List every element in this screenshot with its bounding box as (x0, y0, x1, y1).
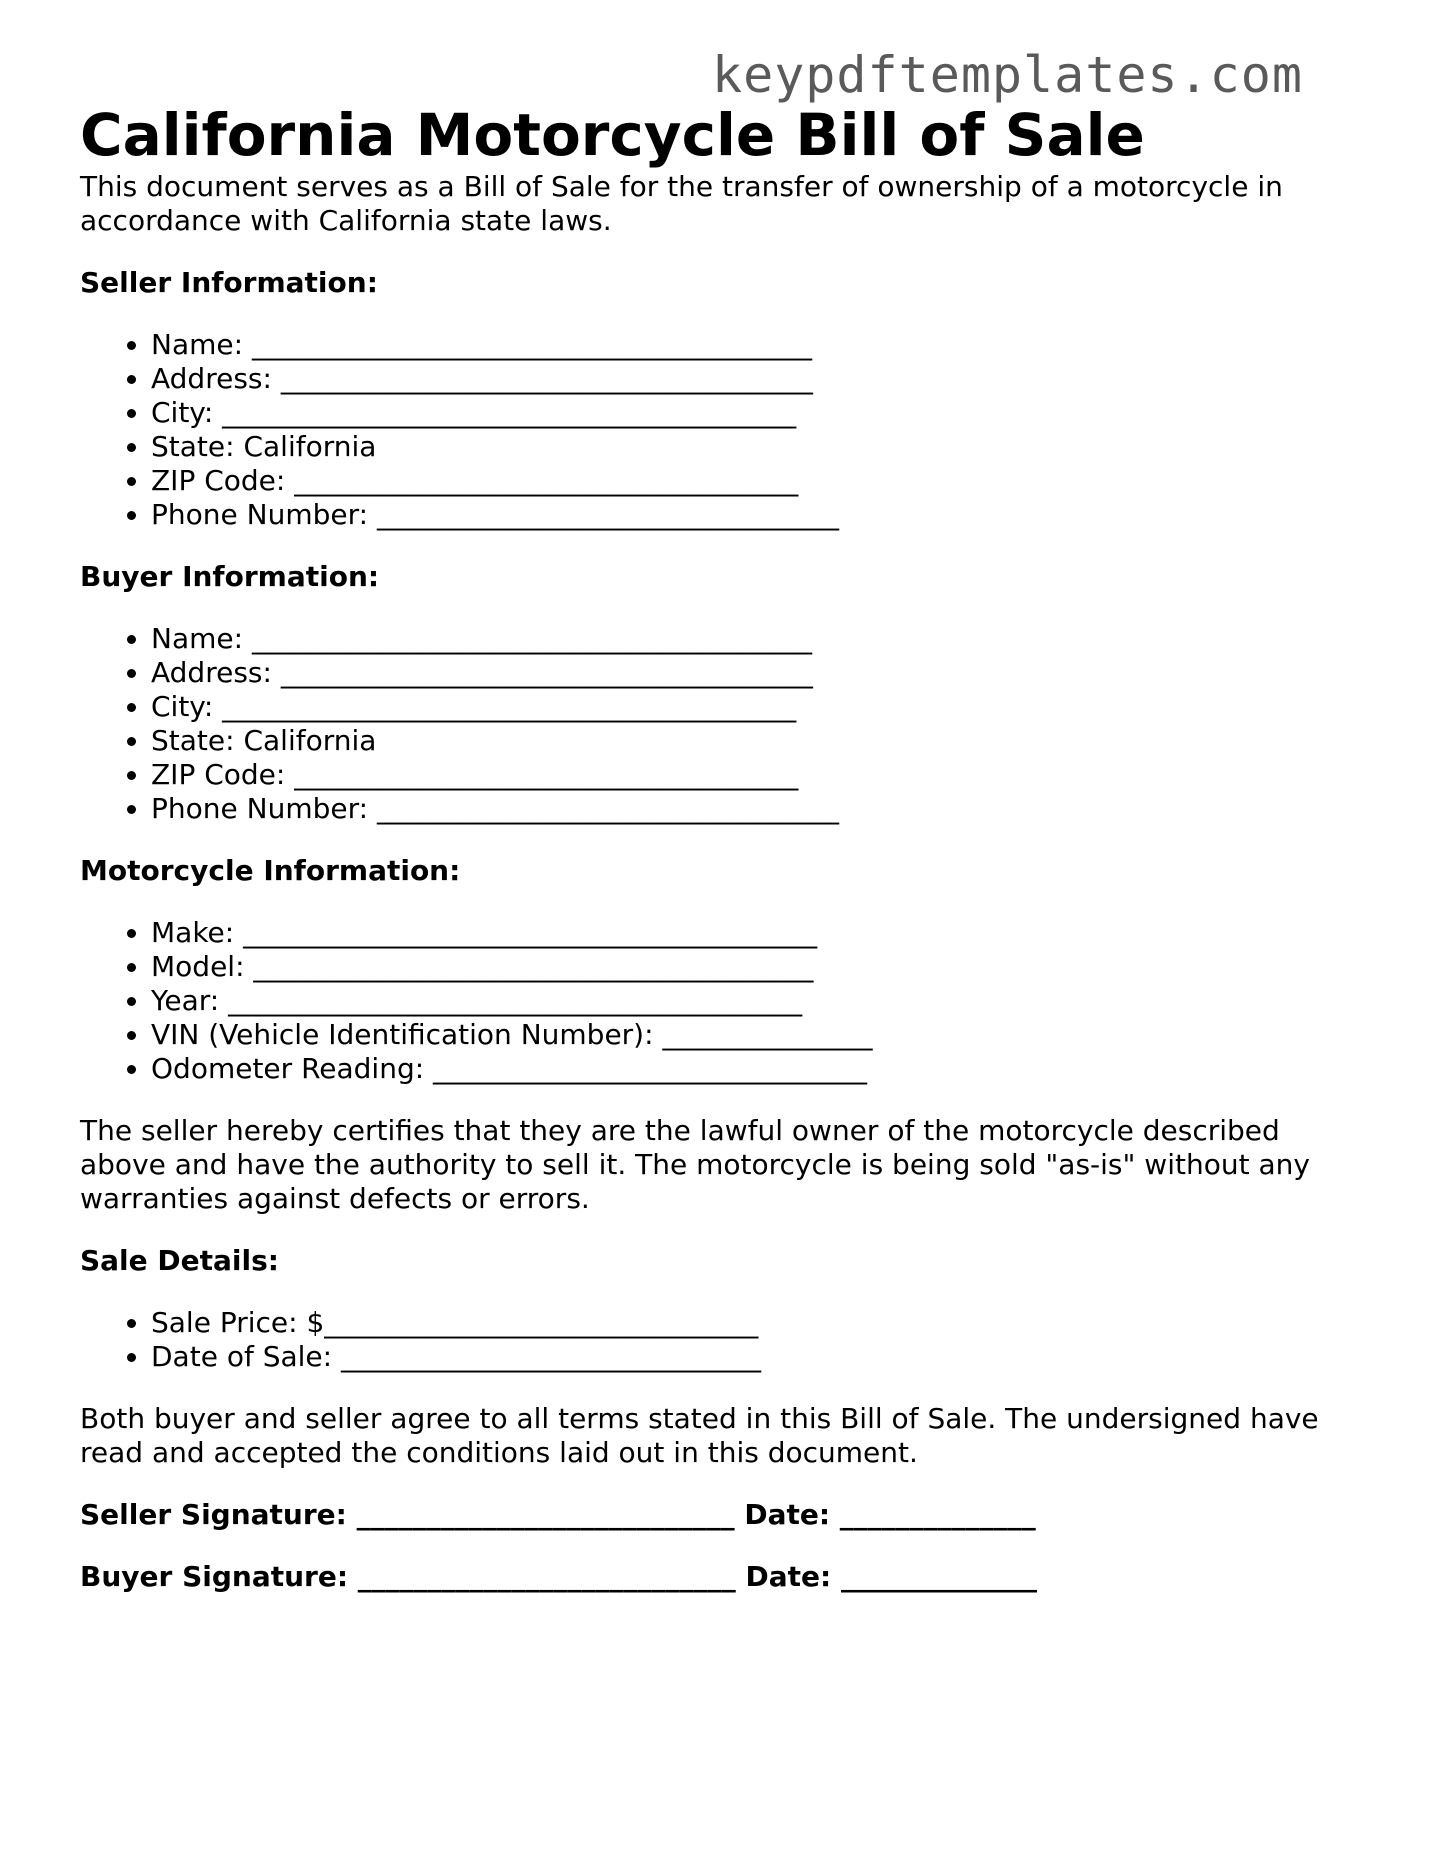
buyer-name-field: • Name: ________________________________________ (151, 622, 1370, 656)
watermark: keypdftemplates.com (712, 46, 1303, 104)
buyer-fields-list (80, 622, 1370, 826)
document-page (80, 100, 1370, 1594)
buyer-address-field: • Address: ______________________________________ (151, 656, 1370, 690)
seller-zip-field: • ZIP Code: ____________________________________ (151, 464, 1370, 498)
motorcycle-year-field: • Year: _________________________________________ (151, 984, 1370, 1018)
motorcycle-vin-field: • VIN (Vehicle Identification Number): _______________ (151, 1018, 1370, 1052)
sale-fields-list (80, 1306, 1370, 1374)
sale-section-heading: Sale Details: (80, 1244, 279, 1277)
motorcycle-fields-list (80, 916, 1370, 1086)
agreement-paragraph: Both buyer and seller agree to all terms stated in this Bill of Sale. The undersigned have read and accepted the conditions laid out in this document. (80, 1402, 1319, 1469)
seller-phone-field: • Phone Number: _________________________________ (151, 498, 1370, 532)
seller-city-field: • City: _________________________________________ (151, 396, 1370, 430)
sale-date-field: • Date of Sale: ______________________________ (151, 1340, 1370, 1374)
buyer-city-field: • City: _________________________________________ (151, 690, 1370, 724)
seller-state-field: • State: California (151, 430, 1370, 464)
motorcycle-section-heading: Motorcycle Information: (80, 854, 461, 887)
motorcycle-model-field: • Model: ________________________________________ (151, 950, 1370, 984)
sale-price-field: • Sale Price: $_______________________________ (151, 1306, 1370, 1340)
motorcycle-make-field: • Make: _________________________________________ (151, 916, 1370, 950)
buyer-signature-line: Buyer Signature: ___________________________ Date: ______________ (80, 1560, 1037, 1593)
buyer-section-heading: Buyer Information: (80, 560, 380, 593)
seller-signature-line: Seller Signature: ___________________________ Date: ______________ (80, 1498, 1036, 1531)
motorcycle-odometer-field: • Odometer Reading: _______________________________ (151, 1052, 1370, 1086)
buyer-zip-field: • ZIP Code: ____________________________________ (151, 758, 1370, 792)
intro-paragraph: This document serves as a Bill of Sale for the transfer of ownership of a motorcycle in accordance with California state laws. (80, 170, 1283, 237)
seller-name-field: • Name: ________________________________________ (151, 328, 1370, 362)
seller-fields-list (80, 328, 1370, 532)
page-title: California Motorcycle Bill of Sale (80, 101, 1145, 169)
buyer-state-field: • State: California (151, 724, 1370, 758)
seller-section-heading: Seller Information: (80, 266, 378, 299)
certification-paragraph: The seller hereby certifies that they are the lawful owner of the motorcycle described above and have the authority to sell it. The motorcycle is being sold "as-is" without any warranties against defects or errors. (80, 1114, 1310, 1215)
seller-address-field: • Address: ______________________________________ (151, 362, 1370, 396)
buyer-phone-field: • Phone Number: _________________________________ (151, 792, 1370, 826)
